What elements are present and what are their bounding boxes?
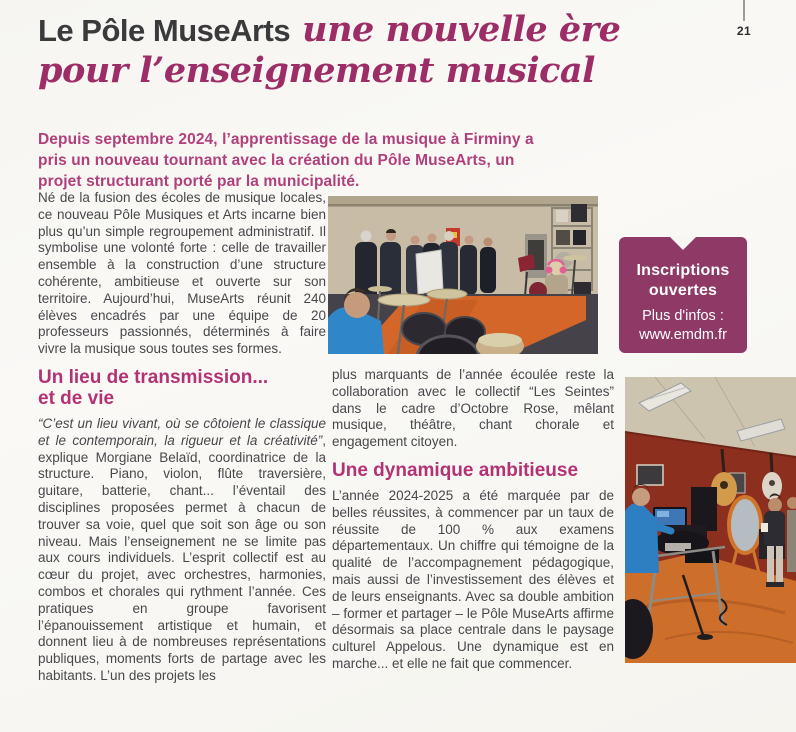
title-accent-line2: pour l’enseignement musical [38,50,595,91]
photo-music-room [625,377,796,663]
paragraph-fusion: Né de la fusion des écoles de musique locales, ce nouveau Pôle Musiques et Arts incarne bien plus qu’un simple regroupement administratif. Il symbolise une volonté forte : celle de travailler ensemble à la construction d’une structure cohérente, ambitieuse et ouverte sur son territoire. Aujourd’hui, MuseArts réunit 240 élèves encadrés par une équipe de 20 professeurs passionnés, déterminés à faire vivre la musique sous toutes ses formes. [38,190,326,357]
badge-title-line1: Inscriptions [636,262,730,279]
photo-drum-lesson [328,196,598,354]
section-heading-dynamique [332,460,614,481]
page-number: 21 [736,24,752,38]
intro-paragraph: Depuis septembre 2024, l’apprentissage de la musique à Firminy a pris un nouveau tournant avec la création du Pôle MuseArts, un projet structurant porté par la municipalité. [38,130,534,190]
page-corner [733,0,755,38]
heading-dynamique-text: Une dynamique ambitieuse [332,459,579,481]
badge-title-line2: ouvertes [648,281,718,299]
photo-drum-lesson-illustration [328,196,598,354]
article-column-1 [38,190,326,685]
badge-notch [669,236,697,250]
paragraph-after-quote: , explique Morgiane Belaïd, coordinatrice de la structure. Piano, violon, flûte traversière, guitare, batterie, chant... l’éventail des disciplines proposées permet à chacun de trouver sa voie, quel que soit son âge ou son niveau. Mais l’enseignement ne se limite pas aux cours individuels. L’esprit collectif est au cœur du projet, avec orchestres, harmonies, combos et chorales qui rythment l’année. Ces pratiques en groupe favorisent l’épanouissement artistique et humain, et donnent lieu à de nombreuses représentations publiques, moments forts de partage avec les habitants. L’un des projets les [38,432,326,683]
article-title [38,8,620,92]
inscriptions-badge [619,237,747,353]
paragraph-reussites: L’année 2024-2025 a été marquée par de belles réussites, à commencer par un taux de réussite de 100 % aux examens départementaux. Un chiffre qui témoigne de la qualité de l’accompagnement pédagogique, mais aussi de l’investissement des élèves et de leurs enseignants. Avec sa double ambition – former et partager – le Pôle MuseArts affirme désormais sa place centrale dans le paysage culturel Appelous. Une dynamique est en marche... et elle ne fait que commencer. [332,487,614,671]
badge-info-label: Plus d'infos : [642,308,724,324]
article-column-2 [332,367,614,673]
photo-music-room-illustration [625,377,796,663]
corner-tick-line [743,0,745,21]
paragraph-lieu-vivant [38,416,326,685]
title-main: Le Pôle MuseArts [38,13,291,48]
heading-line-1: Un lieu de transmission... [38,366,269,388]
title-accent-line1: une nouvelle ère [302,9,621,50]
heading-line-2: et de vie [38,387,115,409]
section-heading-transmission [38,367,326,409]
paragraph-collaboration: plus marquants de l’année écoulée reste la collaboration avec le collectif “Les Seintes” dans le cadre d’Octobre Rose, mêlant musique, théâtre, chant chorale et engagement citoyen. [332,367,614,450]
website-url: www.emdm.fr [639,327,727,343]
quote-text: “C’est un lieu vivant, où se côtoient le classique et le contemporain, la rigueur et la créativité” [38,415,326,448]
